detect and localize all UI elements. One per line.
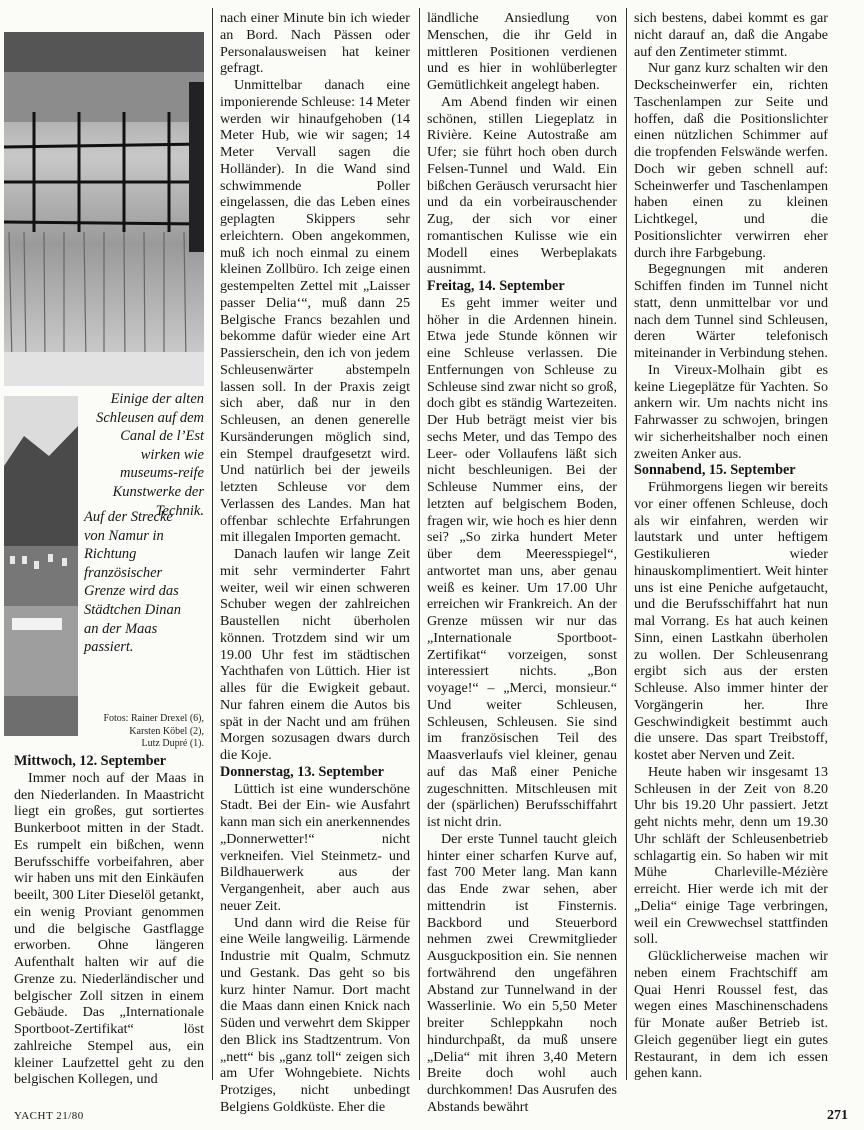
paragraph: Der erste Tunnel taucht gleich hinter einer scharfen Kurve auf, fast 700 Meter lang. Man kann das Ende zwar sehen, aber mittendrin ist Finsternis. Backbord und Steuerbord nehmen zwei Crewmitglieder Ausguckposition ein. Sie nennen fortwährend den ungefähren Abstand zur Tunnelwand in der Wasserlinie. Wo ein 5,50 Meter breiter Schleppkahn noch hindurchpaßt, da muß unsere „Delia“ mit ihren 3,40 Metern Breite doch wohl auch durchkommen! Das Ausrufen des Abstands bewährt (427, 830, 617, 1115)
column-1 (14, 753, 204, 1088)
magazine-issue: YACHT 21/80 (14, 1110, 84, 1122)
dinan-photo-caption: Auf der Strecke von Namur in Richtung französischer Grenze wird das Städtchen Dinan an der Maas passiert. (84, 509, 182, 656)
paragraph: Frühmorgens liegen wir bereits vor einer offenen Schleuse, doch als wir einfahren, werden wir lautstark und unter heftigem Gestikulieren wieder hinauskomplimentiert. Weit hinter uns ist eine Peniche aufgetaucht, und die Berufsschiffahrt hat nun mal Vorrang. Es hat auch keinen Sinn, einen Lastkahn überholen zu wollen. Der Schleusenrang ergibt sich aus der ersten Schleuse. Also immer hinter der Vorgängerin her. Ihre Geschwindigkeit bestimmt auch die unsere. Das spart Treibstoff, kostet aber Nerven und Zeit. (634, 479, 828, 763)
section-heading: Freitag, 14. September (427, 278, 565, 294)
credit-line: Fotos: Rainer Drexel (6), (103, 713, 204, 724)
paragraph: nach einer Minute bin ich wieder an Bord. Nach Pässen oder Personalausweisen hat keiner gefragt. (220, 10, 410, 77)
lock-photo-caption: Einige der alten Schleusen auf dem Canal de l’Est wirken wie museums-reife Kunstwerke der Technik. (96, 391, 204, 519)
column-4 (634, 10, 828, 1082)
credit-line: Lutz Dupré (1). (141, 738, 204, 749)
photo-credits (80, 713, 204, 751)
paragraph: ländliche Ansiedlung von Menschen, die ihr Geld in mittleren Positionen verdienen und es hier in wohlüberlegter Gemütlichkeit angelegt haben. (427, 10, 617, 93)
column-2 (220, 10, 410, 1116)
paragraph: Es geht immer weiter und höher in die Ardennen hinein. Etwa jede Stunde können wir eine Schleuse verlassen. Die Entfernungen von Schleuse zu Schleuse sind zwar nicht so groß, doch gibt es ständig Wartezeiten. Der Hub beträgt meist vier bis sechs Meter, und das Tempo des Leer- oder Vollaufens läßt sich nicht beschleunigen. Bei der Schleuse Nummer eins, der letzten auf belgischem Boden, fragen wir, wie hoch es hier denn sei? „So zirka hundert Meter über dem Meeresspiegel“, antwortet man uns, aber genau weiß es keiner. Um 17.00 Uhr erreichen wir Frankreich. An der Grenze müssen wir nur das „Internationale Sportboot-Zertifikat“ vorzeigen, sonst interessiert nichts. „Bon voyage!“ – „Merci, monsieur.“ Und weiter Schleusen, Schleusen, Schleusen. Sie sind im französischen Teil des Maasverlaufs viel kleiner, genau auf das Maß einer Peniche zugeschnitten. Mitschleusen mit der (spärlichen) Berufsschiffahrt ist nicht drin. (427, 294, 617, 830)
page-number: 271 (827, 1108, 848, 1123)
paragraph: In Vireux-Molhain gibt es keine Liegeplätze für Yachten. So ankern wir. Um nachts nicht ins Fahrwasser zu schwojen, bringen wir sicherheitshalber noch einen zweiten Anker aus. (634, 361, 828, 462)
paragraph: Begegnungen mit anderen Schiffen finden im Tunnel nicht statt, denn unmittelbar vor und nach dem Tunnel sind Schleusen, deren Wärter telefonisch miteinander in Verbindung stehen. (634, 261, 828, 361)
paragraph: Und dann wird die Reise für eine Weile langweilig. Lärmende Industrie mit Qualm, Schmutz und Gestank. Das geht so bis kurz hinter Namur. Dort macht die Maas dann einen Knick nach Süden und verwehrt dem Skipper den Blick ins Stadtzentrum. Von „nett“ bis „ganz toll“ zeigen sich am Ufer Wohngebiete. Nichts Protziges, nicht unbedingt Belgiens Goldküste. Eher die (220, 914, 410, 1115)
section-heading: Sonnabend, 15. September (634, 462, 796, 479)
paragraph: Glücklicherweise machen wir neben einem Frachtschiff am Quai Henri Roussel fest, das wegen eines Maschinenschadens für Monate außer Betrieb ist. Gleich gegenüber liegt ein gutes Restaurant, in dem ich essen gehen kann. (634, 948, 828, 1082)
paragraph: Heute haben wir insgesamt 13 Schleusen in der Zeit von 8.20 Uhr bis 19.20 Uhr passiert. Jetzt geht nichts mehr, denn um 19.30 Uhr schläft der Schleusenbetrieb schlagartig ein. So haben wir mit Mühe Charleville-Mézière erreicht. Hier werde ich mit der „Delia“ einige Tage verbringen, weil ein Crewwechsel stattfinden soll. (634, 763, 828, 948)
paragraph: sich bestens, dabei kommt es gar nicht darauf an, daß die Angabe auf den Zentimeter stimmt. (634, 10, 828, 60)
paragraph: Nur ganz kurz schalten wir den Deckscheinwerfer ein, richten Taschenlampen zur Seite und hoffen, daß die Positionslichter einen nützlichen Schimmer auf die tropfenden Felswände werfen. Doch wir geben schnell auf: Scheinwerfer und Taschenlampen haben einen zu kleinen Lichtkegel, und die Positionslichter verwirren eher durch ihre Farbgebung. (634, 60, 828, 261)
paragraph: Immer noch auf der Maas in den Niederlanden. In Maastricht liegt ein großes, gut sortiertes Bunkerboot mitten in der Stadt. Es rumpelt ein bißchen, wenn Berufsschiffe vorbeifahren, aber wir haben uns mit den Einkäufen beeilt, 300 Liter Dieselöl getankt, ein wenig Proviant genommen und die belgische Gastflagge erworben. Ohne längeren Aufenthalt halten wir auf die Grenze zu. Niederländischer und belgischer Zoll sitzen in einem Gebäude. Das „Internationale Sportboot-Zertifikat“ löst zahlreiche Stempel aus, ein kleiner Laufzettel geht zu den belgischen Kollegen, und (14, 769, 204, 1088)
column-3 (427, 10, 617, 1116)
paragraph: Lüttich ist eine wunderschöne Stadt. Bei der Ein- wie Ausfahrt kann man sich ein anerkennendes „Donnerwetter!“ nicht verkneifen. Viel Steinmetz- und Bildhauerwerk aus der Vergangenheit, aber auch aus neuer Zeit. (220, 780, 410, 914)
dinan-photo (4, 396, 78, 736)
credit-line: Karsten Köbel (2), (129, 725, 204, 737)
paragraph: Unmittelbar danach eine imponierende Schleuse: 14 Meter werden wir hinaufgehoben (14 Meter Hub, wie wir sagen; 14 Meter Vervall sagen die Holländer). In die Wand sind schwimmende Poller eingelassen, die das Leben eines geplagten Skippers sehr erleichtern. Oben angekommen, muß ich noch einmal zu einem kleinen Zollbüro. Ich zeige einen gestempelten Zettel mit „Laisser passer Delia‘“, muß dann 25 Belgische Francs bezahlen und bekomme dafür wieder eine Art Passierschein, den ich von jedem Schleusenwärter abstempeln lassen soll. In der Praxis zeigt sich aber, daß nur in den Schleusen, an denen generelle Kursänderungen möglich sind, ein Stempel draufgesetzt wird. Und natürlich bei der jeweils letzten Schleuse vor dem Verlassen des Landes. Man hat offenbar schlechte Erfahrungen mit illegalen Importen gemacht. (220, 77, 410, 546)
section-heading: Donnerstag, 13. September (220, 763, 384, 780)
section-heading: Mittwoch, 12. September (14, 753, 167, 769)
lock-photo (4, 32, 204, 386)
paragraph: Am Abend finden wir einen schönen, stillen Liegeplatz in Rivière. Keine Autostraße am Ufer; sie führt hoch oben durch Felsen-Tunnel und Wald. Ein bißchen Geräusch verursacht hier und da ein vorbeirauschender Zug, der sich vor einer romantischen Kulisse wie ein Modell eines Werbeplakats ausnimmt. (427, 93, 617, 278)
paragraph: Danach laufen wir lange Zeit mit sehr verminderter Fahrt weiter, weil wir einen schweren Schuber wegen der zahlreichen Baustellen nicht überholen können. Trotzdem sind wir um 19.00 Uhr fest im städtischen Yachthafen von Lüttich. Hier ist alles für die Ewigkeit gebaut. Nur fahren einem die Autos bis spät in der Nacht und am frühen Morgen sozusagen dwars durch die Koje. (220, 546, 410, 763)
